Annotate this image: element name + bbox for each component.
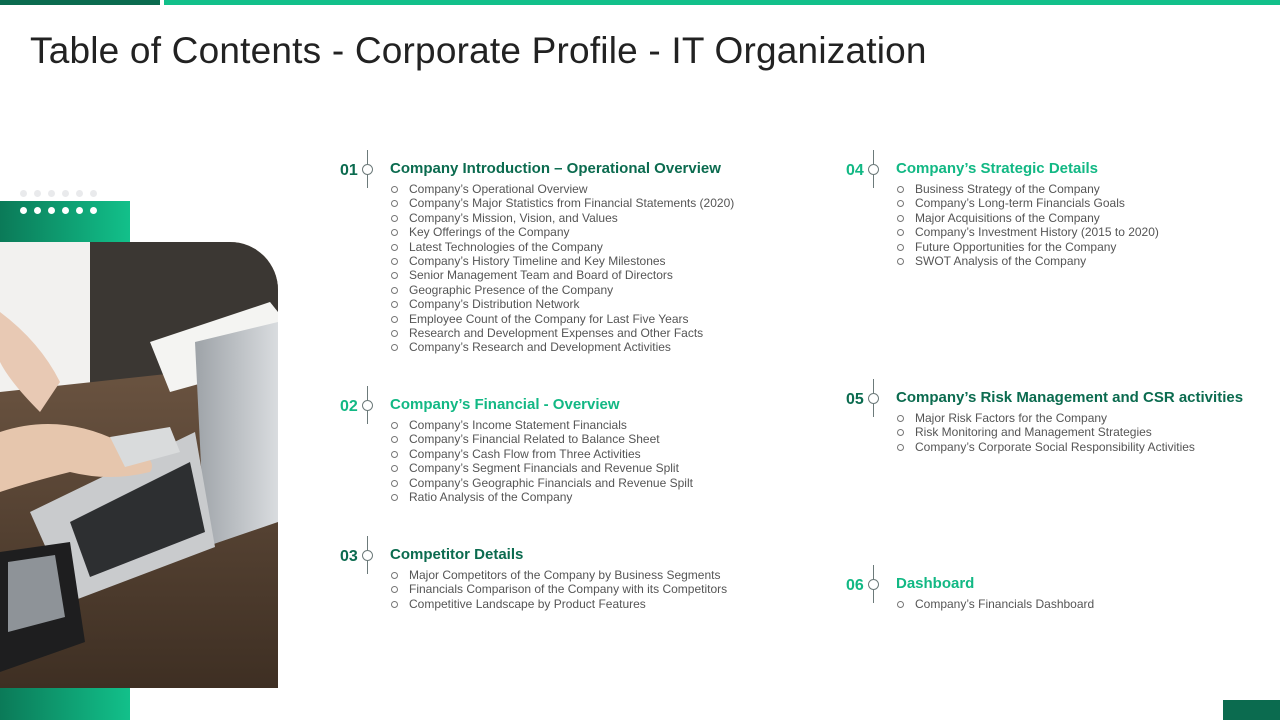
section-number: 04	[846, 162, 864, 179]
list-item: Company’s Financial Related to Balance Sheet	[390, 432, 693, 446]
decorative-bottom-left-block	[0, 688, 130, 720]
section-marker-circle	[868, 579, 879, 590]
section-number: 03	[340, 548, 358, 565]
section-item-list	[390, 568, 727, 611]
section-item-list	[390, 182, 734, 355]
section-number: 02	[340, 398, 358, 415]
top-accent-bar-dark	[0, 0, 160, 5]
section-marker-circle	[868, 393, 879, 404]
list-item: Company’s Financials Dashboard	[896, 597, 1094, 611]
list-item: Company’s Segment Financials and Revenue Split	[390, 461, 693, 475]
list-item: SWOT Analysis of the Company	[896, 254, 1159, 268]
section-title[interactable]: Company Introduction – Operational Overview	[390, 160, 721, 177]
section-title[interactable]: Company’s Strategic Details	[896, 160, 1099, 177]
decorative-dots-white	[20, 207, 97, 214]
section-number: 05	[846, 391, 864, 408]
list-item: Competitive Landscape by Product Features	[390, 597, 727, 611]
list-item: Company’s Distribution Network	[390, 297, 734, 311]
page-title: Table of Contents - Corporate Profile - IT Organization	[30, 30, 927, 71]
list-item: Company’s Income Statement Financials	[390, 418, 693, 432]
list-item: Company’s Operational Overview	[390, 182, 734, 196]
section-title[interactable]: Company’s Financial - Overview	[390, 396, 620, 413]
section-marker-circle	[362, 550, 373, 561]
top-accent-bar-light	[164, 0, 1280, 5]
list-item: Employee Count of the Company for Last Five Years	[390, 312, 734, 326]
list-item: Business Strategy of the Company	[896, 182, 1159, 196]
decorative-dots-faded	[20, 190, 97, 197]
section-marker-circle	[868, 164, 879, 175]
section-number: 06	[846, 577, 864, 594]
list-item: Ratio Analysis of the Company	[390, 490, 693, 504]
list-item: Company’s Long-term Financials Goals	[896, 196, 1159, 210]
list-item: Key Offerings of the Company	[390, 225, 734, 239]
list-item: Latest Technologies of the Company	[390, 240, 734, 254]
list-item: Company’s Investment History (2015 to 2020)	[896, 225, 1159, 239]
section-title[interactable]: Company’s Risk Management and CSR activities	[896, 389, 1244, 406]
list-item: Company’s Corporate Social Responsibility Activities	[896, 440, 1195, 454]
decorative-bottom-right-block	[1223, 700, 1280, 720]
list-item: Financials Comparison of the Company with its Competitors	[390, 582, 727, 596]
list-item: Company’s Research and Development Activities	[390, 340, 734, 354]
list-item: Major Competitors of the Company by Business Segments	[390, 568, 727, 582]
section-marker-circle	[362, 164, 373, 175]
section-item-list	[390, 418, 693, 504]
list-item: Future Opportunities for the Company	[896, 240, 1159, 254]
list-item: Major Risk Factors for the Company	[896, 411, 1195, 425]
section-title[interactable]: Competitor Details	[390, 546, 524, 563]
section-item-list	[896, 597, 1094, 611]
list-item: Geographic Presence of the Company	[390, 283, 734, 297]
list-item: Company’s Major Statistics from Financial Statements (2020)	[390, 196, 734, 210]
laptop-photo	[0, 242, 278, 688]
section-item-list	[896, 182, 1159, 268]
list-item: Company’s History Timeline and Key Milestones	[390, 254, 734, 268]
list-item: Company’s Geographic Financials and Revenue Spilt	[390, 476, 693, 490]
list-item: Major Acquisitions of the Company	[896, 211, 1159, 225]
list-item: Research and Development Expenses and Other Facts	[390, 326, 734, 340]
section-marker-circle	[362, 400, 373, 411]
list-item: Company’s Cash Flow from Three Activities	[390, 447, 693, 461]
section-title[interactable]: Dashboard	[896, 575, 975, 592]
list-item: Senior Management Team and Board of Directors	[390, 268, 734, 282]
list-item: Company’s Mission, Vision, and Values	[390, 211, 734, 225]
list-item: Risk Monitoring and Management Strategies	[896, 425, 1195, 439]
section-item-list	[896, 411, 1195, 454]
section-number: 01	[340, 162, 358, 179]
